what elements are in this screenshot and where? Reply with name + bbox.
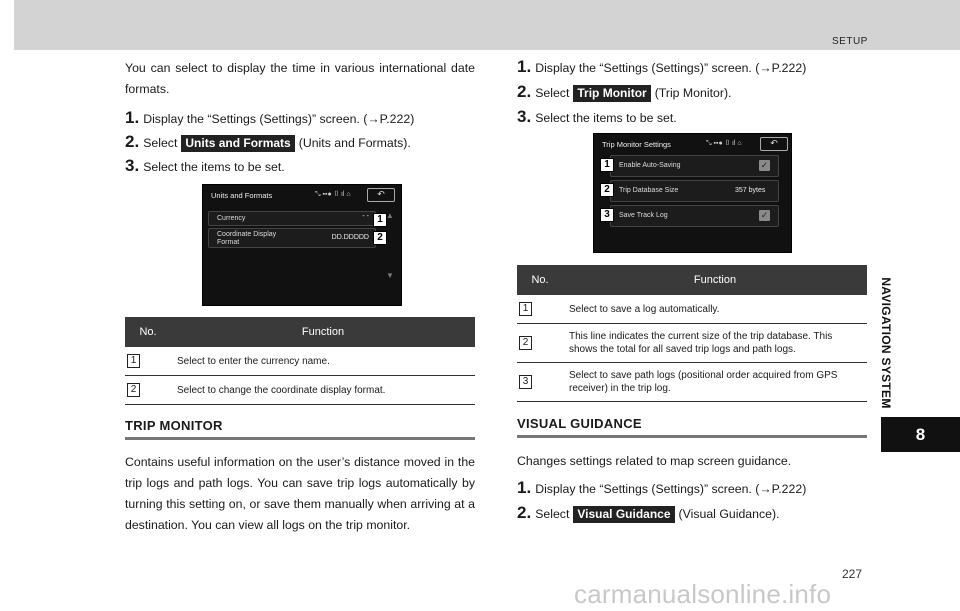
row-function: Select to change the coordinate display format. (171, 376, 475, 405)
scroll-up-icon[interactable]: ▲ (386, 211, 394, 220)
left-column (125, 58, 475, 536)
step-3: 3. Select the items to be set. (517, 107, 677, 126)
col-function: Function (171, 317, 475, 347)
page-number: 227 (842, 567, 863, 581)
table-row (125, 347, 475, 376)
intro-paragraph: You can select to display the time in various international date formats. (125, 61, 475, 96)
watermark: carmanualsonline.info (574, 579, 832, 609)
visual-guidance-paragraph: Changes settings related to map screen guidance. (517, 454, 792, 468)
auto-saving-row[interactable]: Enable Auto-Saving ✓ (610, 155, 779, 177)
section-label: SETUP (832, 36, 868, 47)
table-row (517, 363, 867, 402)
trip-monitor-heading: TRIP MONITOR (125, 418, 475, 440)
table-row (517, 324, 867, 363)
row-function: Select to save a log automatically. (563, 295, 867, 324)
callout-2: 2 (600, 183, 614, 197)
trip-monitor-screen (593, 133, 792, 253)
back-icon[interactable]: ↶ (760, 137, 788, 151)
units-formats-button[interactable]: Units and Formats (181, 135, 294, 152)
table-row (517, 295, 867, 324)
header-bar (14, 0, 960, 50)
chapter-title: NAVIGATION SYSTEM (879, 277, 893, 409)
screen-title: Trip Monitor Settings (602, 140, 671, 149)
visual-guidance-heading: VISUAL GUIDANCE (517, 416, 867, 438)
scroll-down-icon[interactable]: ▼ (386, 271, 394, 280)
row-number: 2 (127, 383, 140, 397)
step-1: 1. Display the “Settings (Settings)” screen. (→P.222) (517, 57, 807, 76)
status-icons: ⤡ ▪▪● ▯ ıl ⌂ (706, 140, 742, 147)
step-1: 1. Display the “Settings (Settings)” screen. (→P.222) (517, 478, 807, 497)
callout-1: 1 (373, 213, 387, 227)
checkbox-icon[interactable]: ✓ (760, 210, 769, 220)
checkbox-icon[interactable]: ✓ (760, 160, 769, 170)
trip-monitor-paragraph: Contains useful information on the user’s distance moved in the trip logs and path logs. You can save trip logs automatically by turning this setting on, or save them manually when arriving at a destination. You can view all logs on the trip monitor. (125, 455, 475, 532)
database-size-row: Trip Database Size 357 bytes (610, 180, 779, 202)
table-row (125, 376, 475, 405)
step-2: 2. Select Units and Formats (Units and Formats). (125, 132, 411, 151)
units-function-table (125, 317, 475, 405)
back-icon[interactable]: ↶ (367, 188, 395, 202)
screen-title: Units and Formats (211, 191, 273, 200)
callout-1: 1 (600, 158, 614, 172)
row-number: 3 (519, 375, 532, 389)
currency-row[interactable]: Currency - - (208, 211, 376, 226)
step-2: 2. Select Visual Guidance (Visual Guidance). (517, 503, 780, 522)
callout-2: 2 (373, 231, 387, 245)
status-icons: ⤡ ▪▪● ▯ ıl ⌂ (315, 191, 351, 198)
chapter-number-tab: 8 (881, 417, 960, 452)
trip-monitor-function-table (517, 265, 867, 402)
coordinate-format-row[interactable]: Coordinate Display Format DD.DDDDD (208, 228, 376, 248)
step-3: 3. Select the items to be set. (125, 156, 285, 175)
col-function: Function (563, 265, 867, 295)
trip-monitor-button[interactable]: Trip Monitor (573, 85, 650, 102)
row-function: Select to save path logs (positional order acquired from GPS receiver) in the trip log. (563, 363, 867, 402)
col-no: No. (517, 265, 563, 295)
row-function: Select to enter the currency name. (171, 347, 475, 376)
visual-guidance-button[interactable]: Visual Guidance (573, 506, 674, 523)
step-2: 2. Select Trip Monitor (Trip Monitor). (517, 82, 732, 101)
step-1: 1. Display the “Settings (Settings)” screen. (→P.222) (125, 108, 415, 127)
right-column (517, 58, 867, 523)
row-number: 1 (127, 354, 140, 368)
col-no: No. (125, 317, 171, 347)
row-number: 1 (519, 302, 532, 316)
units-formats-screen (202, 184, 402, 306)
row-function: This line indicates the current size of the trip database. This shows the total for all saved trip logs and path logs. (563, 324, 867, 363)
callout-3: 3 (600, 208, 614, 222)
save-track-log-row[interactable]: Save Track Log ✓ (610, 205, 779, 227)
row-number: 2 (519, 336, 532, 350)
